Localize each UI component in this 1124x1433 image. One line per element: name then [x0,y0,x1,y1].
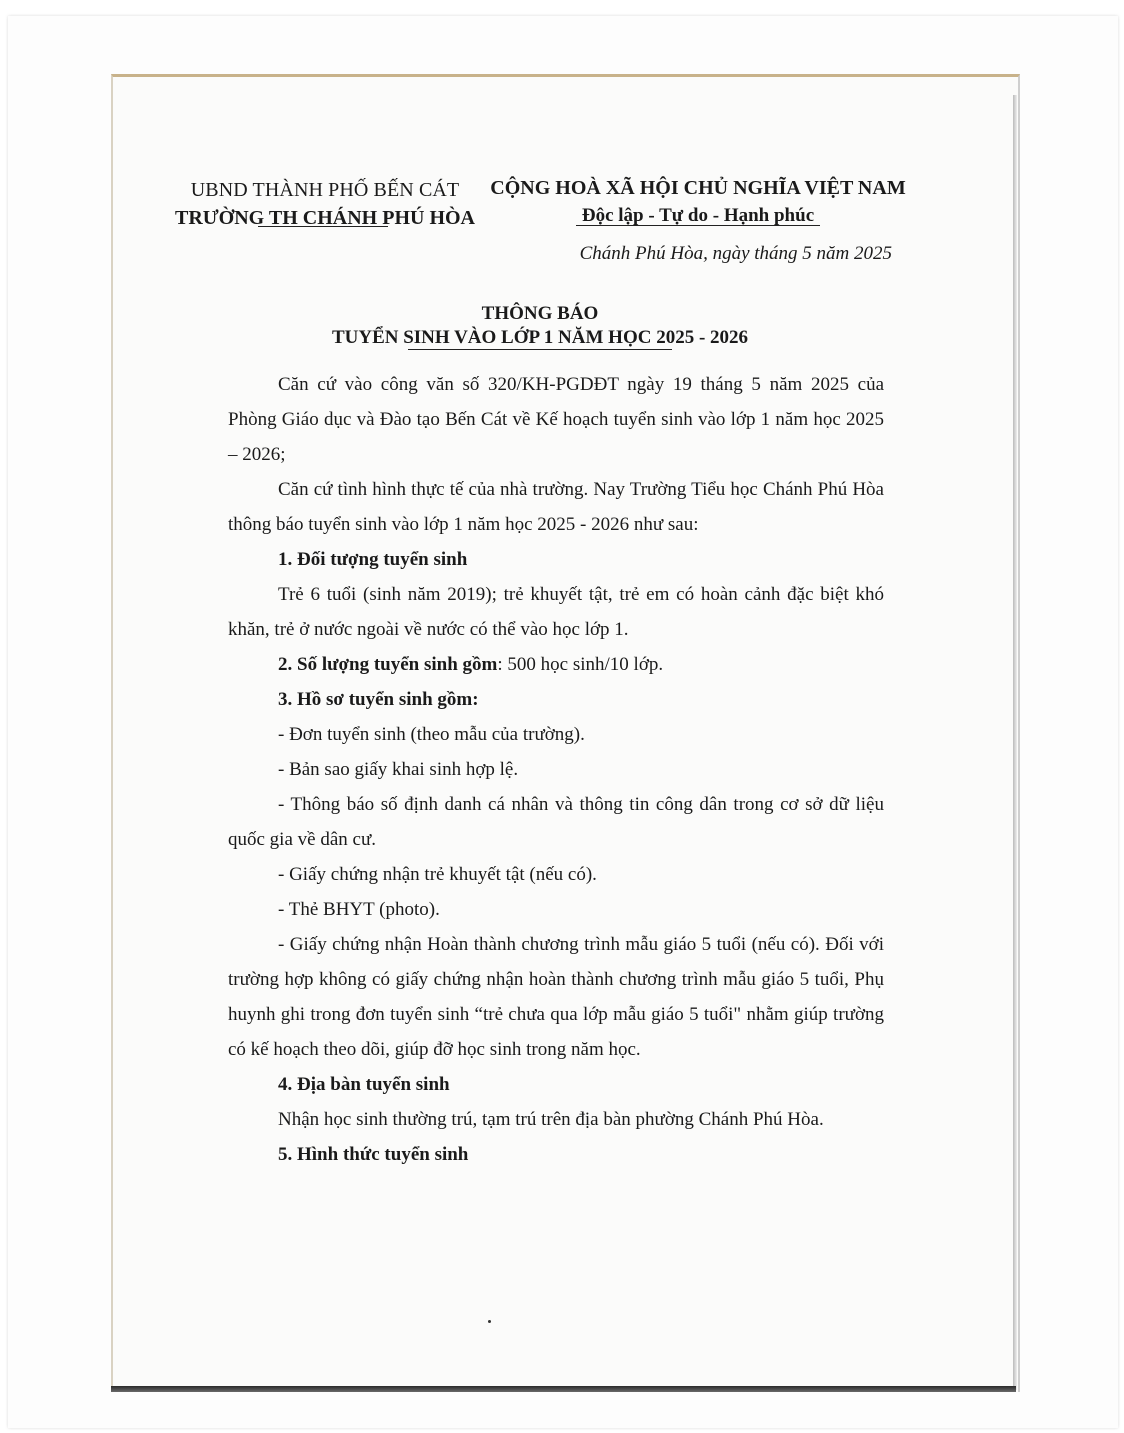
section-2-heading: 2. Số lượng tuyển sinh gồm [278,654,498,675]
section-3-heading: 3. Hồ sơ tuyển sinh gồm: [278,689,479,710]
section-2-paragraph [228,647,884,682]
title-line-2: TUYỂN SINH VÀO LỚP 1 NĂM HỌC 2025 - 2026 [331,327,749,348]
country-name: CỘNG HOÀ XÃ HỘI CHỦ NGHĨA VIỆT NAM [490,177,906,199]
issuing-authority [160,176,490,232]
authority-line-2: TRƯỜNG TH CHÁNH PHÚ HÒA [174,207,475,229]
national-motto [482,174,914,230]
section-1-text: Trẻ 6 tuổi (sinh năm 2019); trẻ khuyết tật, trẻ em có hoàn cảnh đặc biệt khó khăn, trẻ ở nước ngoài về nước có thể vào học lớp 1. [228,584,884,640]
motto-line: Độc lập - Tự do - Hạnh phúc [581,205,815,226]
ink-dot [488,1320,491,1323]
section-3-item: - Giấy chứng nhận Hoàn thành chương trình mẫu giáo 5 tuổi (nếu có). Đối với trường hợp không có giấy chứng nhận hoàn thành chương trình mẫu giáo 5 tuổi, Phụ huynh ghi trong đơn tuyển sinh “trẻ chưa qua lớp mẫu giáo 5 tuổi" nhằm giúp trường có kế hoạch theo dõi, giúp đỡ học sinh trong năm học. [228,934,884,1060]
page-edge-right [1013,95,1017,1390]
paragraph-announcement: Căn cứ tình hình thực tế của nhà trường. Nay Trường Tiểu học Chánh Phú Hòa thông báo tuyển sinh vào lớp 1 năm học 2025 - 2026 như sau: [228,479,884,535]
section-3-item: - Đơn tuyển sinh (theo mẫu của trường). [278,724,585,745]
section-4-text: Nhận học sinh thường trú, tạm trú trên địa bàn phường Chánh Phú Hòa. [278,1109,824,1130]
document-body [228,367,884,1172]
section-3-item: - Thẻ BHYT (photo). [278,899,440,920]
section-3-item: - Thông báo số định danh cá nhân và thông tin công dân trong cơ sở dữ liệu quốc gia về dân cư. [228,794,884,850]
authority-line-1: UBND THÀNH PHỐ BẾN CÁT [190,179,460,201]
section-3-item: - Bản sao giấy khai sinh hợp lệ. [278,759,519,780]
section-4-heading: 4. Địa bàn tuyển sinh [278,1074,450,1095]
section-1-heading: 1. Đối tượng tuyển sinh [278,549,468,570]
paragraph-legal-basis: Căn cứ vào công văn số 320/KH-PGDĐT ngày 19 tháng 5 năm 2025 của Phòng Giáo dục và Đào tạo Bến Cát về Kế hoạch tuyển sinh vào lớp 1 năm học 2025 – 2026; [228,374,884,465]
section-5-heading: 5. Hình thức tuyển sinh [278,1144,469,1165]
section-3-item: - Giấy chứng nhận trẻ khuyết tật (nếu có). [278,864,597,885]
title-line-1: THÔNG BÁO [481,303,599,324]
authority-underline [258,226,388,227]
page-edge-bottom [111,1386,1016,1392]
title-underline [408,349,672,350]
motto-underline [576,225,820,226]
place-date: Chánh Phú Hòa, ngày tháng 5 năm 2025 [579,243,892,264]
section-2-text: : 500 học sinh/10 lớp. [497,654,664,675]
document-title [290,302,790,350]
